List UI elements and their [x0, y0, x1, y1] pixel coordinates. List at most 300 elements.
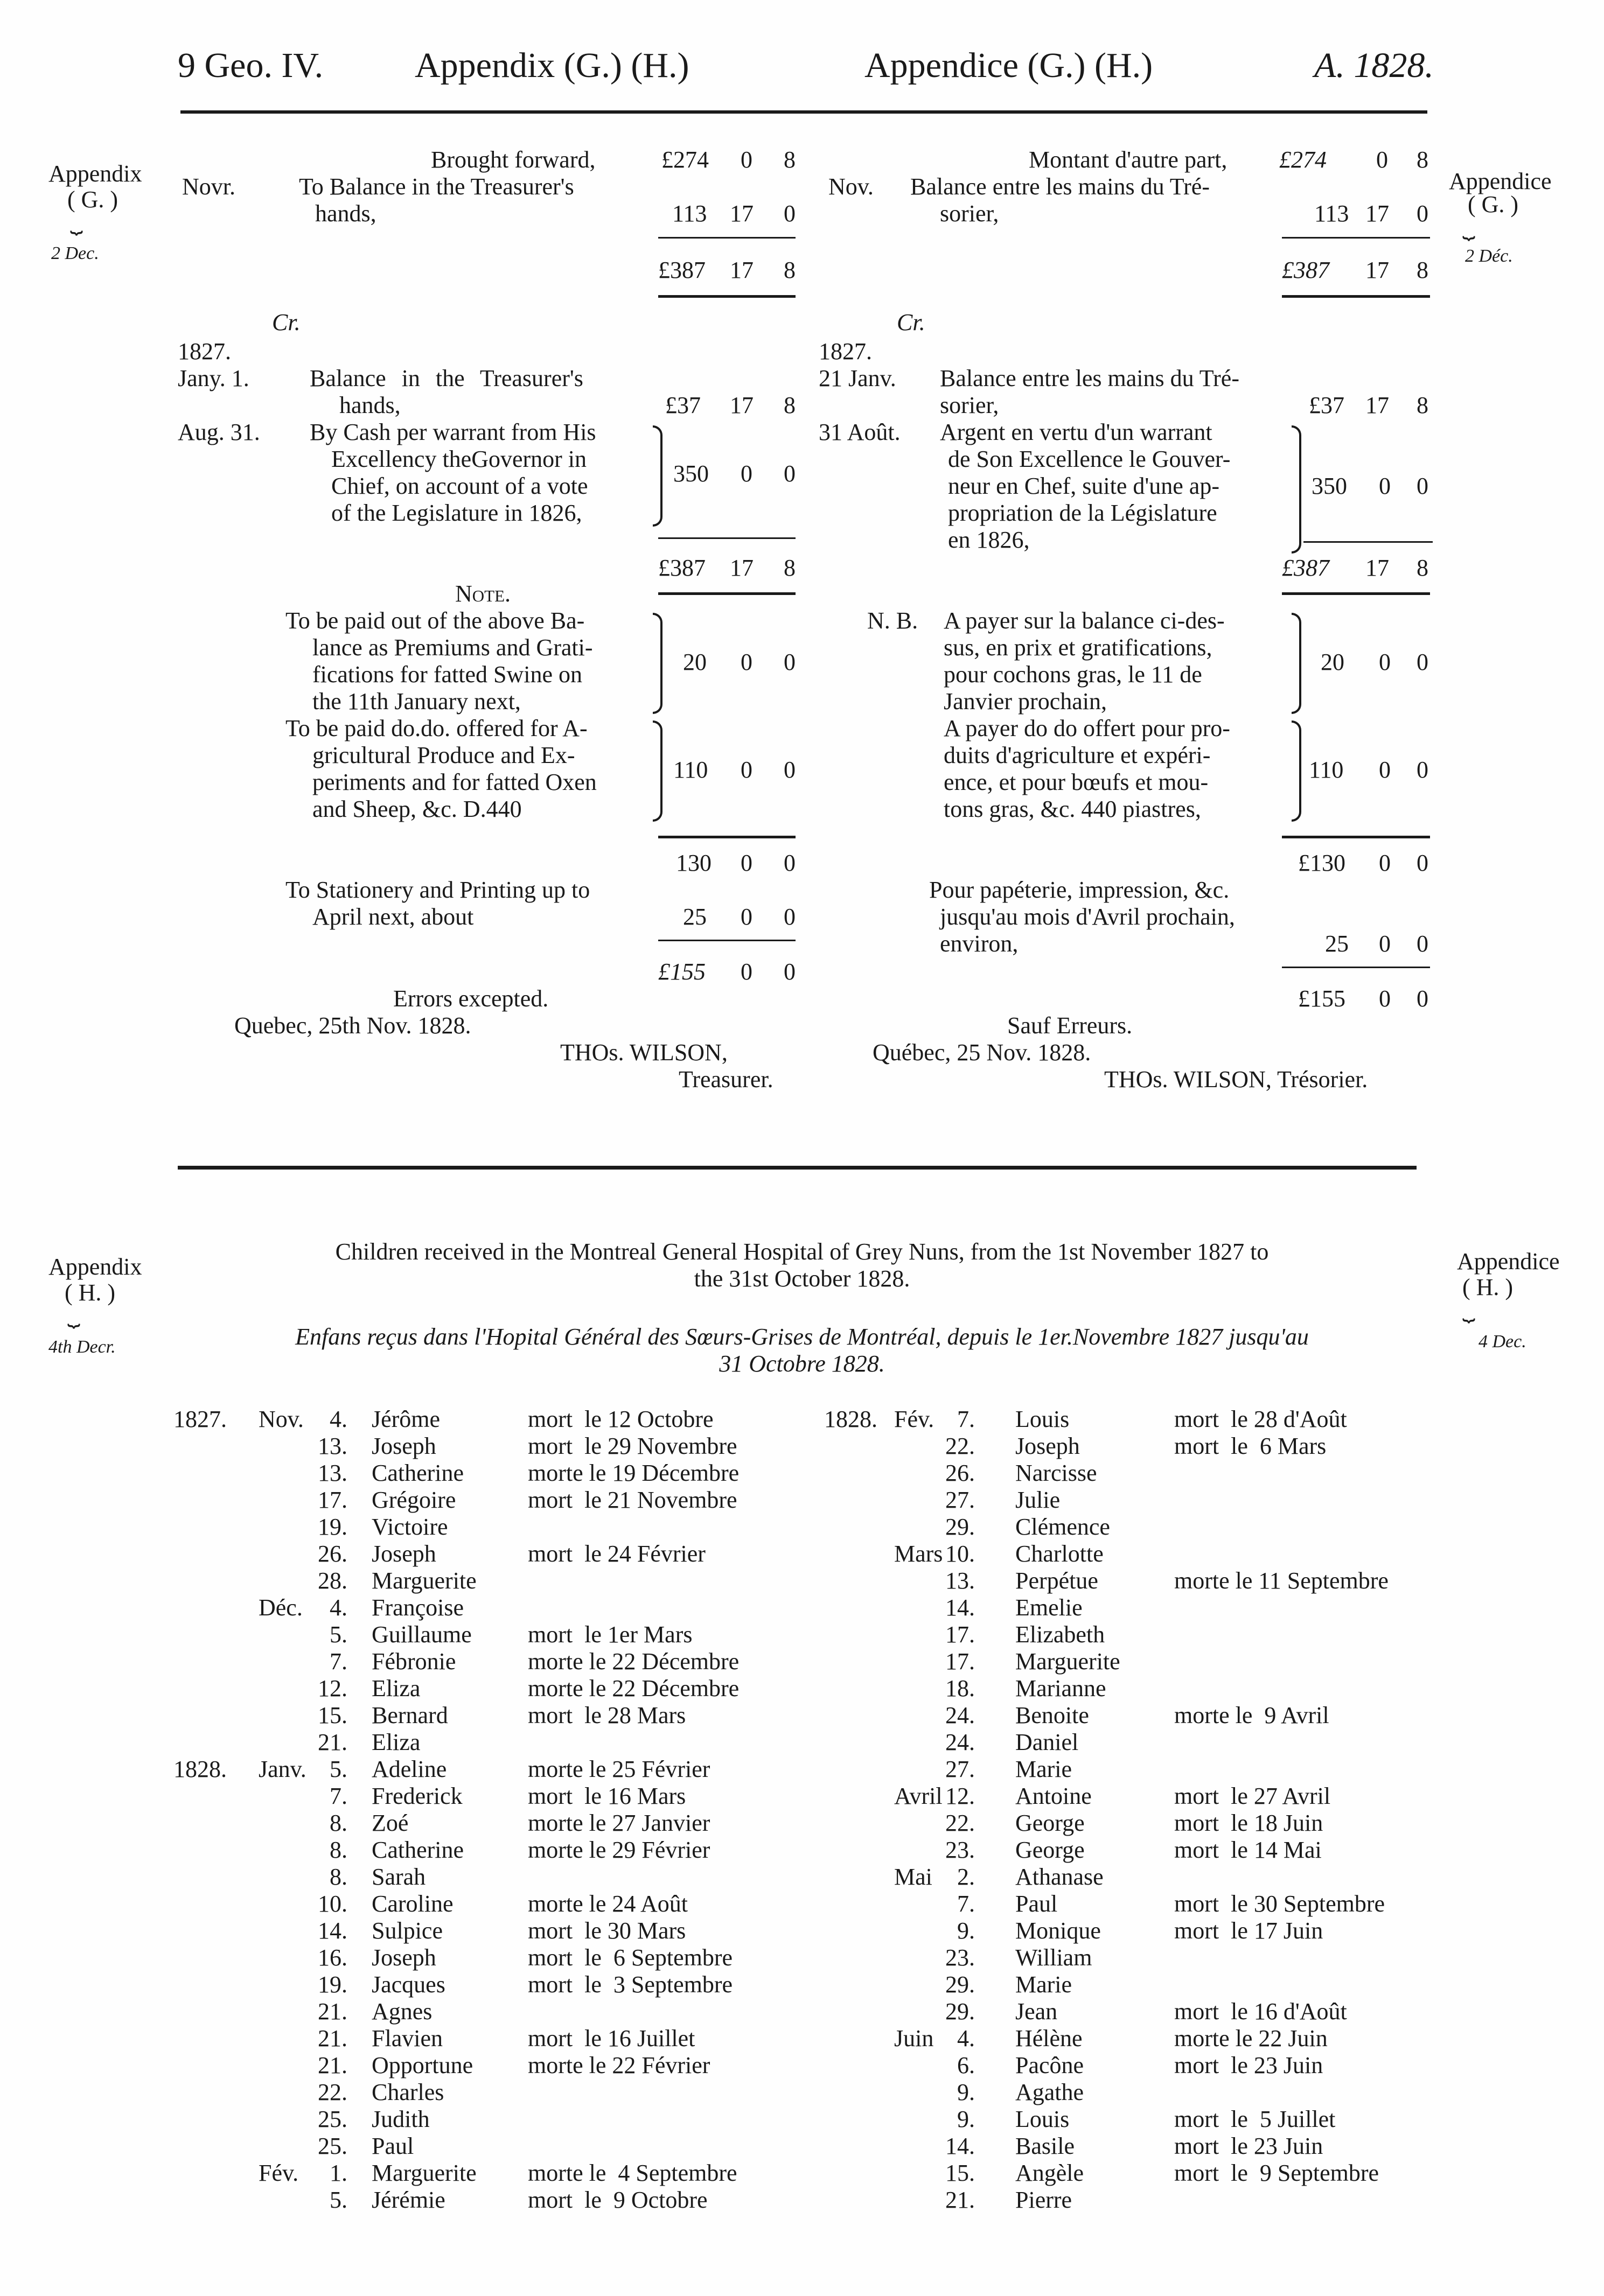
note-text: duits d'agriculture et expéri- — [944, 742, 1211, 768]
margin-label: Appendix — [48, 160, 142, 187]
section-title-en-2: the 31st October 1828. — [694, 1265, 910, 1292]
margin-brace-icon: ⏟ — [67, 1303, 80, 1327]
margin-date: 2 Dec. — [51, 243, 99, 263]
signature: THOs. WILSON, Trésorier. — [1104, 1066, 1368, 1093]
child-name: Françoise — [372, 1594, 464, 1621]
child-day: 17. — [945, 1648, 975, 1675]
amount-shillings: 17 — [1365, 257, 1389, 283]
amount-pence: 0 — [1417, 200, 1428, 227]
child-name: Pierre — [1015, 2187, 1072, 2213]
child-day: 4. — [330, 1406, 347, 1432]
note-heading: Note. — [455, 580, 511, 607]
margin-brace-icon: ⏟ — [70, 209, 83, 234]
amount-shillings: 17 — [1365, 555, 1389, 581]
note-text: and Sheep, &c. D.440 — [312, 796, 522, 822]
child-death: morte le 22 Décembre — [528, 1648, 740, 1675]
date-label: Aug. 31. — [178, 419, 260, 445]
child-death: mort le 30 Mars — [528, 1917, 686, 1944]
child-day: 12. — [945, 1783, 975, 1809]
brace-icon — [653, 720, 662, 822]
amount-pounds: 350 — [1312, 473, 1347, 499]
year-label: 1827. — [178, 338, 231, 365]
note-text: periments and for fatted Oxen — [312, 769, 597, 795]
child-name: Frederick — [372, 1783, 463, 1809]
child-name: Victoire — [372, 1514, 448, 1540]
child-day: 9. — [957, 2079, 975, 2105]
child-name: Adeline — [372, 1756, 447, 1782]
amount-shillings: 0 — [1379, 930, 1391, 957]
entry-text: neur en Chef, suite d'une ap- — [948, 473, 1219, 499]
note-text: ence, et pour bœufs et mou- — [944, 769, 1209, 795]
child-month: Mars — [894, 1541, 943, 1567]
child-day: 5. — [330, 2187, 347, 2213]
brace-icon — [653, 425, 662, 527]
child-day: 24. — [945, 1729, 975, 1755]
child-day: 14. — [945, 2133, 975, 2159]
child-day: 7. — [330, 1783, 347, 1809]
note-text: gricultural Produce and Ex- — [312, 742, 575, 768]
sum-rule — [1282, 237, 1430, 239]
amount-pounds: £37 — [1309, 392, 1344, 418]
place-date: Quebec, 25th Nov. 1828. — [234, 1012, 471, 1039]
entry-text: By Cash per warrant from His — [310, 419, 596, 445]
child-name: Basile — [1015, 2133, 1075, 2159]
amount-pence: 8 — [784, 392, 796, 418]
child-name: Antoine — [1015, 1783, 1092, 1809]
entry-text: To Balance in the Treasurer's — [299, 173, 574, 200]
child-year: 1827. — [173, 1406, 227, 1432]
child-month: Fév. — [894, 1406, 934, 1432]
child-death: morte le 11 Septembre — [1174, 1567, 1389, 1594]
entry-text: hands, — [315, 200, 376, 227]
child-day: 2. — [957, 1864, 975, 1890]
child-name: Bernard — [372, 1702, 448, 1728]
note-text: A payer sur la balance ci-des- — [944, 607, 1225, 634]
note-text: Janvier prochain, — [944, 688, 1107, 715]
child-name: Catherine — [372, 1837, 464, 1863]
amount-shillings: 17 — [730, 392, 754, 418]
total-rule — [1282, 295, 1430, 298]
margin-brace-icon: ⏟ — [1462, 1297, 1475, 1321]
date-label: Jany. 1. — [178, 365, 249, 391]
header-year: A. 1828. — [1314, 46, 1434, 85]
amount-pence: 0 — [784, 649, 796, 675]
child-day: 9. — [957, 1917, 975, 1944]
child-day: 8. — [330, 1864, 347, 1890]
child-day: 21. — [318, 1729, 347, 1755]
child-name: George — [1015, 1837, 1085, 1863]
child-day: 7. — [330, 1648, 347, 1675]
credit-heading: Cr. — [272, 309, 301, 335]
child-death: morte le 27 Janvier — [528, 1810, 710, 1836]
child-day: 23. — [945, 1837, 975, 1863]
child-name: Caroline — [372, 1891, 454, 1917]
child-day: 29. — [945, 1998, 975, 2025]
total-rule — [658, 592, 796, 595]
child-name: Perpétue — [1015, 1567, 1098, 1594]
child-death: morte le 24 Août — [528, 1891, 688, 1917]
margin-date: 2 Déc. — [1465, 246, 1513, 266]
amount-shillings: 0 — [1379, 985, 1391, 1012]
child-death: mort le 9 Octobre — [528, 2187, 708, 2213]
child-name: Athanase — [1015, 1864, 1104, 1890]
margin-label: Appendix — [48, 1254, 142, 1280]
child-name: Marguerite — [372, 2160, 477, 2186]
child-day: 24. — [945, 1702, 975, 1728]
margin-label: Appendice — [1449, 168, 1552, 194]
child-name: Jérémie — [372, 2187, 445, 2213]
note-text: fications for fatted Swine on — [312, 661, 582, 688]
signature-title: Treasurer. — [679, 1066, 773, 1093]
total-rule — [1282, 592, 1430, 595]
child-day: 7. — [957, 1891, 975, 1917]
child-death: mort le 28 Mars — [528, 1702, 686, 1728]
amount-pounds: 130 — [676, 850, 712, 876]
amount-pence: 0 — [784, 757, 796, 783]
amount-pounds: £155 — [1298, 985, 1345, 1012]
amount-pence: 8 — [1417, 257, 1428, 283]
brace-icon — [653, 613, 662, 714]
child-name: Angèle — [1015, 2160, 1084, 2186]
child-death: mort le 5 Juillet — [1174, 2106, 1336, 2132]
entry-text: hands, — [339, 392, 401, 418]
child-name: Charlotte — [1015, 1541, 1104, 1567]
brace-icon — [1292, 720, 1301, 822]
child-day: 8. — [330, 1810, 347, 1836]
amount-shillings: 0 — [741, 460, 752, 487]
child-death: mort le 14 Mai — [1174, 1837, 1322, 1863]
child-name: Marguerite — [372, 1567, 477, 1594]
child-name: Zoé — [372, 1810, 409, 1836]
signature: THOs. WILSON, — [560, 1039, 728, 1066]
amount-shillings: 0 — [1379, 649, 1391, 675]
amount-pounds: 113 — [1314, 200, 1349, 227]
amount-shillings: 17 — [1365, 392, 1389, 418]
child-name: Charles — [372, 2079, 444, 2105]
child-death: mort le 3 Septembre — [528, 1971, 733, 1998]
child-death: morte le 9 Avril — [1174, 1702, 1329, 1728]
amount-shillings: 0 — [741, 958, 752, 985]
amount-pence: 0 — [1417, 473, 1428, 499]
child-death: morte le 22 Février — [528, 2052, 710, 2078]
amount-shillings: 0 — [1379, 473, 1391, 499]
note-text: pour cochons gras, le 11 de — [944, 661, 1202, 688]
entry-text: Pour papéterie, impression, &c. — [929, 877, 1230, 903]
child-death: mort le 16 Juillet — [528, 2025, 695, 2052]
child-name: Grégoire — [372, 1487, 456, 1513]
amount-pence: 0 — [784, 200, 796, 227]
child-name: Marie — [1015, 1971, 1072, 1998]
amount-pounds: 20 — [1321, 649, 1344, 675]
margin-code: ( G. ) — [1468, 191, 1519, 218]
child-day: 19. — [318, 1971, 347, 1998]
child-name: Narcisse — [1015, 1460, 1097, 1486]
entry-text: Argent en vertu d'un warrant — [940, 419, 1212, 445]
child-month: Déc. — [259, 1594, 303, 1621]
child-death: morte le 4 Septembre — [528, 2160, 737, 2186]
child-day: 8. — [330, 1837, 347, 1863]
date-label: 21 Janv. — [819, 365, 896, 391]
child-death: mort le 18 Juin — [1174, 1810, 1323, 1836]
child-name: Joseph — [372, 1433, 436, 1459]
child-day: 28. — [318, 1567, 347, 1594]
amount-pounds: 25 — [1325, 930, 1349, 957]
child-name: Monique — [1015, 1917, 1101, 1944]
amount-pounds: £387 — [1282, 555, 1329, 581]
child-name: Pacône — [1015, 2052, 1084, 2078]
child-day: 9. — [957, 2106, 975, 2132]
section-divider — [178, 1166, 1417, 1170]
year-label: 1827. — [819, 338, 872, 365]
header-appendix-fr: Appendice (G.) (H.) — [864, 46, 1153, 85]
amount-shillings: 17 — [730, 257, 754, 283]
sum-rule — [658, 537, 796, 539]
amount-pounds: 110 — [673, 757, 708, 783]
child-day: 13. — [945, 1567, 975, 1594]
child-day: 22. — [945, 1433, 975, 1459]
child-death: mort le 28 d'Août — [1174, 1406, 1347, 1432]
child-name: Julie — [1015, 1487, 1061, 1513]
child-day: 22. — [318, 2079, 347, 2105]
child-day: 19. — [318, 1514, 347, 1540]
entry-text: Balance entre les mains du Tré- — [910, 173, 1210, 200]
child-day: 29. — [945, 1971, 975, 1998]
child-name: Emelie — [1015, 1594, 1083, 1621]
brace-icon — [1292, 425, 1301, 554]
amount-shillings: 0 — [1379, 850, 1391, 876]
month-label: Novr. — [182, 173, 235, 200]
sum-rule — [658, 940, 796, 941]
child-day: 17. — [945, 1621, 975, 1648]
margin-date: 4 Dec. — [1479, 1332, 1526, 1352]
child-day: 23. — [945, 1944, 975, 1971]
child-day: 1. — [330, 2160, 347, 2186]
child-month: Avril — [894, 1783, 943, 1809]
amount-shillings: 0 — [741, 649, 752, 675]
child-name: Sarah — [372, 1864, 426, 1890]
child-name: Fébronie — [372, 1648, 456, 1675]
child-name: Jérôme — [372, 1406, 441, 1432]
child-name: Elizabeth — [1015, 1621, 1105, 1648]
margin-date: 4th Decr. — [48, 1337, 116, 1357]
child-name: Agathe — [1015, 2079, 1084, 2105]
amount-shillings: 0 — [1376, 146, 1388, 173]
child-name: George — [1015, 1810, 1085, 1836]
child-death: morte le 29 Février — [528, 1837, 710, 1863]
child-day: 17. — [318, 1487, 347, 1513]
child-death: morte le 19 Décembre — [528, 1460, 740, 1486]
child-day: 21. — [318, 2025, 347, 2052]
entry-text: sorier, — [940, 392, 999, 418]
note-text: To be paid out of the above Ba- — [285, 607, 585, 634]
child-day: 10. — [945, 1541, 975, 1567]
amount-pence: 8 — [1417, 146, 1428, 173]
child-death: mort le 21 Novembre — [528, 1487, 737, 1513]
child-death: morte le 22 Juin — [1174, 2025, 1328, 2052]
child-name: Jacques — [372, 1971, 445, 1998]
child-name: Joseph — [372, 1541, 436, 1567]
amount-pence: 8 — [784, 257, 796, 283]
child-year: 1828. — [824, 1406, 877, 1432]
amount-pence: 0 — [784, 460, 796, 487]
sum-rule — [1282, 967, 1430, 968]
child-day: 21. — [318, 1998, 347, 2025]
amount-shillings: 17 — [730, 200, 754, 227]
amount-pence: 8 — [1417, 392, 1428, 418]
child-day: 4. — [330, 1594, 347, 1621]
child-day: 16. — [318, 1944, 347, 1971]
amount-shillings: 17 — [730, 555, 754, 581]
note-text: To be paid do.do. offered for A- — [285, 715, 588, 741]
place-date: Québec, 25 Nov. 1828. — [873, 1039, 1091, 1066]
child-name: Judith — [372, 2106, 430, 2132]
amount-shillings: 0 — [741, 757, 752, 783]
child-name: Marie — [1015, 1756, 1072, 1782]
amount-pence: 0 — [1417, 985, 1428, 1012]
child-day: 25. — [318, 2133, 347, 2159]
child-death: mort le 23 Juin — [1174, 2133, 1323, 2159]
child-day: 27. — [945, 1487, 975, 1513]
brought-forward-label: Brought forward, — [431, 146, 596, 173]
child-day: 7. — [957, 1406, 975, 1432]
amount-pounds: 20 — [683, 649, 707, 675]
amount-pence: 8 — [1417, 555, 1428, 581]
child-name: Clémence — [1015, 1514, 1110, 1540]
header-appendix-en: Appendix (G.) (H.) — [415, 46, 689, 85]
month-label: Nov. — [828, 173, 874, 200]
child-death: mort le 9 Septembre — [1174, 2160, 1379, 2186]
child-day: 4. — [957, 2025, 975, 2052]
child-death: mort le 12 Octobre — [528, 1406, 714, 1432]
margin-code: ( H. ) — [1462, 1274, 1514, 1300]
amount-shillings: 0 — [1379, 757, 1391, 783]
child-day: 26. — [945, 1460, 975, 1486]
child-name: Catherine — [372, 1460, 464, 1486]
child-name: William — [1015, 1944, 1092, 1971]
brace-icon — [1292, 613, 1301, 714]
child-name: Louis — [1015, 1406, 1070, 1432]
child-name: Paul — [372, 2133, 414, 2159]
amount-pounds: £155 — [658, 958, 706, 985]
credit-heading: Cr. — [897, 309, 925, 335]
entry-text: Balance entre les mains du Tré- — [940, 365, 1239, 391]
child-month: Mai — [894, 1864, 932, 1890]
amount-pence: 0 — [1417, 930, 1428, 957]
entry-text: Balance in the Treasurer's — [310, 365, 583, 391]
entry-text: en 1826, — [948, 527, 1030, 553]
amount-pence: 8 — [784, 555, 796, 581]
child-name: Marguerite — [1015, 1648, 1120, 1675]
entry-text: sorier, — [940, 200, 999, 227]
child-death: morte le 22 Décembre — [528, 1675, 740, 1702]
entry-text: Excellency theGovernor in — [331, 446, 587, 472]
errors-excepted: Errors excepted. — [393, 985, 549, 1012]
child-name: Marianne — [1015, 1675, 1106, 1702]
brought-forward-label: Montant d'autre part, — [1029, 146, 1228, 173]
header-rule — [180, 110, 1427, 114]
amount-shillings: 17 — [1365, 200, 1389, 227]
entry-text: To Stationery and Printing up to — [285, 877, 590, 903]
section-title-fr-2: 31 Octobre 1828. — [719, 1350, 885, 1377]
child-day: 6. — [957, 2052, 975, 2078]
amount-pence: 0 — [1417, 757, 1428, 783]
child-name: Eliza — [372, 1675, 421, 1702]
amount-pounds: £130 — [1298, 850, 1345, 876]
entry-text: jusqu'au mois d'Avril prochain, — [940, 904, 1235, 930]
child-name: Paul — [1015, 1891, 1058, 1917]
sum-rule — [1282, 836, 1430, 838]
child-day: 26. — [318, 1541, 347, 1567]
entry-text: environ, — [940, 930, 1019, 957]
child-day: 5. — [330, 1756, 347, 1782]
note-text: sus, en prix et gratifications, — [944, 634, 1212, 661]
child-name: Opportune — [372, 2052, 473, 2078]
child-name: Guillaume — [372, 1621, 472, 1648]
amount-pence: 8 — [784, 146, 796, 173]
child-month: Fév. — [259, 2160, 299, 2186]
child-day: 10. — [318, 1891, 347, 1917]
note-text: A payer do do offert pour pro- — [944, 715, 1230, 741]
errors-excepted: Sauf Erreurs. — [1007, 1012, 1133, 1039]
child-death: mort le 1er Mars — [528, 1621, 693, 1648]
entry-text: April next, about — [312, 904, 474, 930]
amount-pounds: 110 — [1309, 757, 1344, 783]
child-name: Agnes — [372, 1998, 433, 2025]
amount-pence: 0 — [784, 904, 796, 930]
child-name: Joseph — [372, 1944, 436, 1971]
entry-text: Chief, on account of a vote — [331, 473, 588, 499]
note-text: tons gras, &c. 440 piastres, — [944, 796, 1201, 822]
amount-pounds: 25 — [683, 904, 707, 930]
child-death: mort le 24 Février — [528, 1541, 706, 1567]
child-day: 25. — [318, 2106, 347, 2132]
child-name: Daniel — [1015, 1729, 1079, 1755]
total-rule — [658, 295, 796, 298]
child-name: Benoite — [1015, 1702, 1089, 1728]
amount-pence: 0 — [1417, 850, 1428, 876]
child-month: Janv. — [259, 1756, 306, 1782]
child-name: Joseph — [1015, 1433, 1080, 1459]
entry-text: de Son Excellence le Gouver- — [948, 446, 1231, 472]
child-name: Flavien — [372, 2025, 443, 2052]
child-name: Eliza — [372, 1729, 421, 1755]
child-death: mort le 23 Juin — [1174, 2052, 1323, 2078]
child-year: 1828. — [173, 1756, 227, 1782]
child-day: 22. — [945, 1810, 975, 1836]
child-name: Hélène — [1015, 2025, 1083, 2052]
child-death: mort le 16 d'Août — [1174, 1998, 1347, 2025]
child-month: Nov. — [259, 1406, 304, 1432]
amount-pounds: £387 — [1282, 257, 1329, 283]
entry-text: propriation de la Législature — [948, 500, 1217, 526]
header-session: 9 Geo. IV. — [178, 46, 324, 85]
section-title-en: Children received in the Montreal General Hospital of Grey Nuns, from the 1st November 1827 to — [335, 1238, 1269, 1265]
child-day: 27. — [945, 1756, 975, 1782]
child-death: mort le 17 Juin — [1174, 1917, 1323, 1944]
child-death: morte le 25 Février — [528, 1756, 710, 1782]
amount-pounds: £387 — [658, 555, 706, 581]
child-day: 14. — [318, 1917, 347, 1944]
child-death: mort le 6 Mars — [1174, 1433, 1327, 1459]
amount-shillings: 0 — [741, 850, 752, 876]
nb-label: N. B. — [867, 607, 918, 634]
entry-text: of the Legislature in 1826, — [331, 500, 582, 526]
child-day: 14. — [945, 1594, 975, 1621]
note-text: the 11th January next, — [312, 688, 521, 715]
amount-pence: 0 — [784, 958, 796, 985]
amount-shillings: 0 — [741, 904, 752, 930]
child-death: mort le 27 Avril — [1174, 1783, 1331, 1809]
